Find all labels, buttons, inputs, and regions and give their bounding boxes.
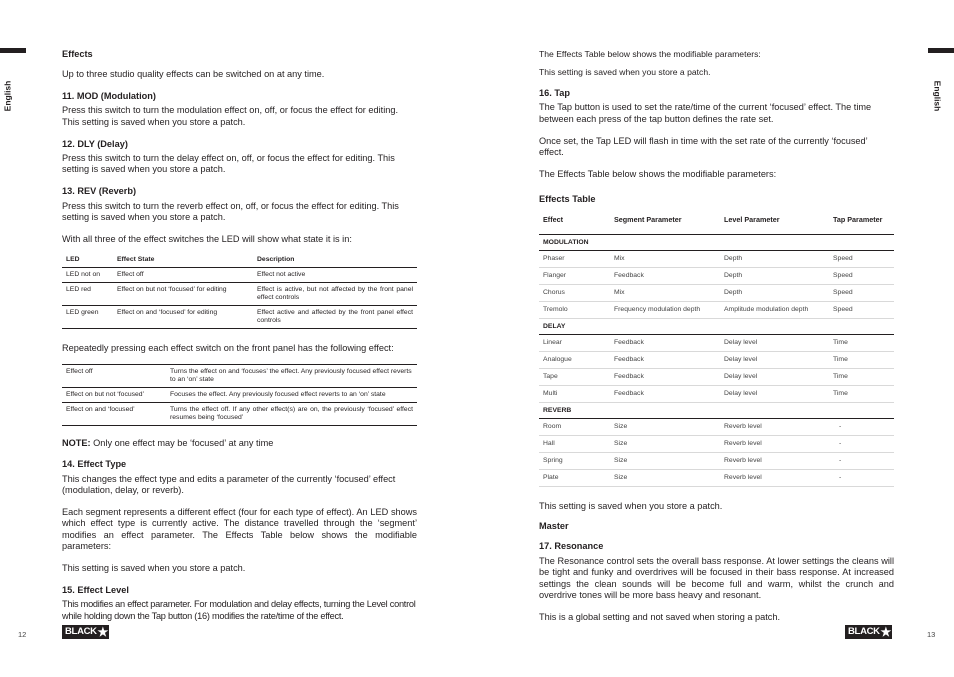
star-icon: ★	[97, 625, 108, 639]
table-cell: Plate	[539, 469, 610, 486]
section-label: DELAY	[539, 318, 894, 335]
table-row	[539, 385, 894, 402]
language-tab-left	[0, 48, 26, 129]
table-cell: Size	[610, 436, 720, 453]
table-cell: Effect on but not ‘focused’ for editing	[117, 286, 227, 294]
table-row	[539, 268, 894, 285]
table-cell: Effect off	[66, 367, 93, 375]
paragraph: This changes the effect type and edits a parameter of the currently ‘focused’ effect (modulation, delay, or reverb).	[62, 473, 396, 495]
table-cell: Depth	[720, 285, 829, 302]
section-heading: 13. REV (Reverb)	[62, 186, 137, 197]
table-cell: LED not on	[66, 271, 101, 279]
table-cell: Feedback	[610, 352, 720, 369]
table-header: LED	[66, 256, 80, 264]
table-cell: Reverb level	[720, 469, 829, 486]
table-cell: Speed	[829, 285, 894, 302]
section-heading: 15. Effect Level	[62, 584, 129, 595]
section-label: REVERB	[539, 402, 894, 419]
table-cell: Speed	[829, 251, 894, 268]
section-heading: Master	[539, 521, 569, 532]
section-heading: Effects	[62, 49, 93, 59]
table-cell: Multi	[539, 385, 610, 402]
table-cell: Feedback	[610, 268, 720, 285]
table-cell: Delay level	[720, 352, 829, 369]
table-cell: Depth	[720, 268, 829, 285]
table-row	[539, 469, 894, 486]
page-number: 13	[927, 630, 936, 639]
table-cell: Effect active and affected by the front panel effect controls	[257, 309, 413, 325]
table-cell: -	[829, 453, 894, 470]
table-cell: LED red	[66, 286, 91, 294]
table-cell: Speed	[829, 268, 894, 285]
table-cell: Reverb level	[720, 453, 829, 470]
note-text: Only one effect may be ‘focused’ at any time	[90, 437, 274, 448]
table-cell: Size	[610, 469, 720, 486]
logo-text: BLACK	[848, 626, 880, 637]
table-cell: Linear	[539, 335, 610, 352]
table-cell: Mix	[610, 251, 720, 268]
table-cell: Size	[610, 419, 720, 436]
table-row	[539, 419, 894, 436]
language-label: English	[2, 80, 13, 112]
table-header: Effect	[543, 214, 563, 224]
table-cell: Effect is active, but not affected by the front panel effect controls	[257, 286, 413, 302]
table-header: Effect State	[117, 256, 155, 264]
section-heading: 14. Effect Type	[62, 459, 127, 470]
table-row	[539, 352, 894, 369]
paragraph: Each segment represents a different effect (four for each type of effect). An LED shows which effect type is currently active. The distance travelled through the ‘segment’ modifies an effect parameter. The Effects Table below shows the modifiable parameters:	[62, 506, 417, 552]
paragraph: With all three of the effect switches the LED will show what state it is in:	[62, 233, 352, 244]
table-cell: Depth	[720, 251, 829, 268]
table-row	[539, 301, 894, 318]
table-cell: Flanger	[539, 268, 610, 285]
table-cell: Amplitude modulation depth	[720, 301, 829, 318]
effects-table	[539, 206, 894, 487]
table-row	[539, 369, 894, 386]
table-cell: Feedback	[610, 335, 720, 352]
paragraph: Once set, the Tap LED will flash in time with the set rate of the currently ‘focused’ effect.	[539, 135, 868, 157]
table-header: Description	[257, 256, 295, 264]
table-cell: Phaser	[539, 251, 610, 268]
table-cell: Spring	[539, 453, 610, 470]
table-cell: Effect on but not ‘focused’	[66, 390, 145, 398]
paragraph: The Tap button is used to set the rate/time of the current ‘focused’ effect. The time between each press of the tap button defines the rate set.	[539, 102, 872, 124]
table-cell: Size	[610, 453, 720, 470]
table-row	[539, 436, 894, 453]
paragraph: Repeatedly pressing each effect switch on the front panel has the following effect:	[62, 343, 394, 354]
table-cell: Tremolo	[539, 301, 610, 318]
table-cell: -	[829, 419, 894, 436]
table-row	[539, 285, 894, 302]
table-row	[539, 335, 894, 352]
paragraph: Press this switch to turn the modulation effect on, off, or focus the effect for editing. This setting is saved when you store a patch.	[62, 105, 399, 127]
table-cell: Effect not active	[257, 271, 306, 279]
table-cell: Turns the effect on and ‘focuses’ the effect. Any previously focused effect reverts to an ‘on’ state	[170, 367, 412, 383]
table-cell: Feedback	[610, 369, 720, 386]
table-cell: Time	[829, 385, 894, 402]
logo-text: BLACK	[65, 626, 97, 637]
paragraph: This is a global setting and not saved when storing a patch.	[539, 611, 781, 622]
table-row	[539, 251, 894, 268]
paragraph: Press this switch to turn the reverb effect on, off, or focus the effect for editing. This setting is saved when you store a patch.	[62, 200, 399, 223]
table-cell: Effect on and ‘focused’ for editing	[117, 309, 218, 317]
table-header: Segment Parameter	[614, 214, 682, 224]
black-star-logo	[62, 625, 109, 639]
paragraph: Press this switch to turn the delay effect on, off, or focus the effect for editing. This setting is saved when you store a patch.	[62, 152, 395, 175]
note-label: NOTE:	[62, 437, 91, 448]
paragraph: This setting is saved when you store a patch.	[539, 500, 723, 511]
language-tab-right	[928, 48, 954, 129]
table-cell: Reverb level	[720, 419, 829, 436]
paragraph: The Resonance control sets the overall bass response. At lower settings the cleans will be tight and funky and overdrives will be focused in their bass response. At increased settings the clean sounds will be become full and warm, whilst the crunch and overdrive tones will be more bass heavy and resonant.	[539, 555, 894, 601]
led-state-table	[62, 253, 417, 329]
paragraph: This setting is saved when you store a patch.	[62, 563, 246, 574]
table-cell: Turns the effect off. If any other effect(s) are on, the previously ‘focused’ effect resumes being ‘focused’	[170, 405, 413, 421]
table-title: Effects Table	[539, 194, 596, 205]
black-star-logo	[845, 625, 892, 639]
paragraph: The Effects Table below shows the modifiable parameters:	[539, 168, 777, 179]
paragraph: This modifies an effect parameter. For modulation and delay effects, turning the Level control while holding down the Tap button (16) modifies the rate/time of the effect.	[62, 599, 416, 621]
left-page-column	[62, 49, 417, 633]
table-cell: Hall	[539, 436, 610, 453]
table-cell: Delay level	[720, 385, 829, 402]
section-label: MODULATION	[539, 234, 894, 251]
table-section-row	[539, 402, 894, 419]
table-cell: Time	[829, 369, 894, 386]
paragraph: The Effects Table below shows the modifiable parameters:	[539, 49, 761, 59]
section-heading: 11. MOD (Modulation)	[62, 90, 156, 101]
table-cell: Feedback	[610, 385, 720, 402]
page-number: 12	[18, 630, 27, 639]
table-cell: Tape	[539, 369, 610, 386]
section-heading: 12. DLY (Delay)	[62, 138, 128, 149]
note	[62, 438, 417, 449]
section-heading: 16. Tap	[539, 87, 570, 98]
table-cell: -	[829, 436, 894, 453]
table-cell: Delay level	[720, 335, 829, 352]
section-heading: 17. Resonance	[539, 541, 604, 552]
table-cell: Reverb level	[720, 436, 829, 453]
language-label: English	[932, 80, 943, 112]
paragraph: Up to three studio quality effects can be switched on at any time.	[62, 69, 325, 80]
table-cell: Time	[829, 335, 894, 352]
right-page-column	[539, 49, 894, 634]
table-cell: Speed	[829, 301, 894, 318]
table-section-row	[539, 234, 894, 251]
table-cell: Focuses the effect. Any previously focused effect reverts to an ‘on’ state	[170, 390, 386, 398]
switch-press-table	[62, 364, 417, 426]
table-cell: Room	[539, 419, 610, 436]
table-section-row	[539, 318, 894, 335]
paragraph: This setting is saved when you store a patch.	[539, 67, 711, 78]
table-header: Tap Parameter	[833, 214, 883, 224]
table-cell: -	[829, 469, 894, 486]
table-cell: Frequency modulation depth	[610, 301, 720, 318]
star-icon: ★	[880, 625, 891, 639]
table-cell: Analogue	[539, 352, 610, 369]
table-cell: Effect off	[117, 271, 144, 279]
table-cell: Time	[829, 352, 894, 369]
table-row	[539, 453, 894, 470]
table-cell: Mix	[610, 285, 720, 302]
table-cell: Effect on and ‘focused’	[66, 405, 135, 413]
table-header: Level Parameter	[724, 214, 780, 224]
table-cell: Chorus	[539, 285, 610, 302]
table-cell: Delay level	[720, 369, 829, 386]
table-cell: LED green	[66, 309, 99, 317]
